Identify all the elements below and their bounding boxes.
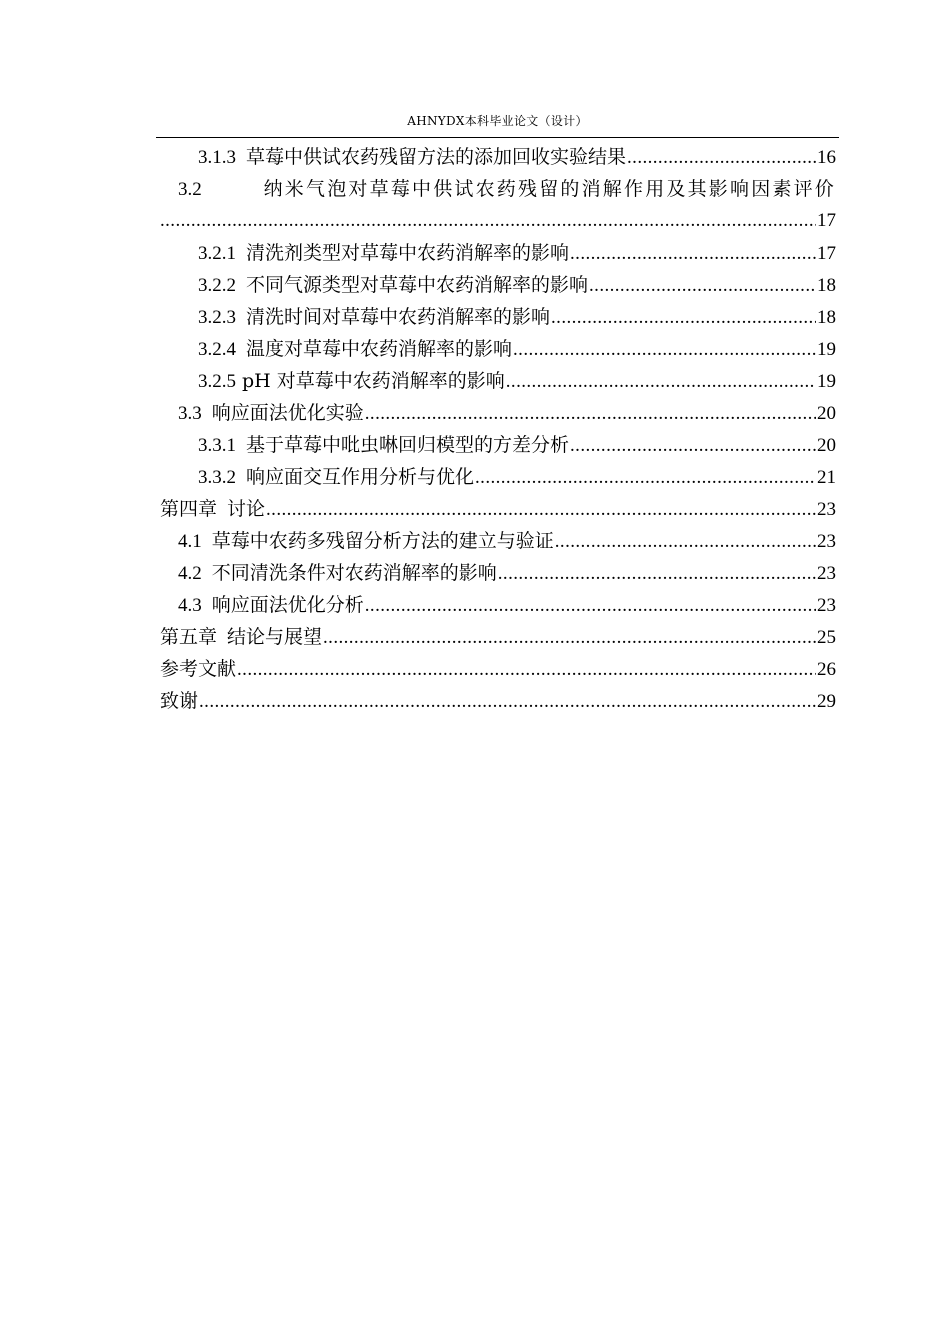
toc-entry-title: 草莓中供试农药残留方法的添加回收实验结果 bbox=[246, 146, 627, 168]
toc-entry-chapter[interactable] bbox=[160, 685, 836, 717]
toc-entry[interactable] bbox=[160, 365, 836, 397]
toc-entry[interactable] bbox=[160, 461, 836, 493]
dot-leader bbox=[237, 654, 816, 686]
toc-entry[interactable] bbox=[160, 429, 836, 461]
dot-leader bbox=[551, 302, 816, 334]
toc-entry-page: 23 bbox=[817, 531, 836, 552]
toc-entry[interactable] bbox=[160, 525, 836, 557]
toc-entry-number: 3.2 bbox=[178, 179, 202, 200]
toc-entry-page: 20 bbox=[817, 435, 836, 456]
toc-entry-title: 致谢 bbox=[160, 690, 199, 712]
toc-entry-number: 3.3.2 bbox=[198, 467, 236, 488]
table-of-contents bbox=[160, 141, 836, 717]
toc-entry-chapter[interactable] bbox=[160, 621, 836, 653]
toc-entry-title: 不同清洗条件对农药消解率的影响 bbox=[211, 562, 497, 584]
toc-entry-title: 清洗时间对草莓中农药消解率的影响 bbox=[246, 306, 551, 328]
dot-leader bbox=[323, 622, 816, 654]
toc-entry-page: 19 bbox=[817, 339, 836, 360]
dot-leader bbox=[475, 462, 816, 494]
toc-entry-page: 16 bbox=[817, 147, 836, 168]
dot-leader bbox=[160, 205, 816, 237]
toc-entry-number: 3.2.5 bbox=[198, 371, 236, 392]
toc-entry-continuation[interactable] bbox=[160, 205, 836, 237]
toc-entry-title: 响应面法优化分析 bbox=[211, 594, 364, 616]
toc-entry-number: 4.1 bbox=[178, 531, 202, 552]
toc-entry-page: 29 bbox=[817, 691, 836, 712]
toc-entry-number: 3.1.3 bbox=[198, 147, 236, 168]
toc-entry-title: 基于草莓中吡虫啉回归模型的方差分析 bbox=[246, 434, 570, 456]
toc-entry-page: 23 bbox=[817, 563, 836, 584]
toc-entry-chapter[interactable] bbox=[160, 493, 836, 525]
toc-entry-chapter[interactable] bbox=[160, 653, 836, 685]
toc-entry[interactable] bbox=[160, 301, 836, 333]
toc-entry-title: 参考文献 bbox=[160, 658, 237, 680]
toc-entry-title: 纳米气泡对草莓中供试农药残留的消解作用及其影响因素评价 bbox=[263, 178, 836, 200]
toc-entry-page: 18 bbox=[817, 307, 836, 328]
toc-entry-number: 3.3.1 bbox=[198, 435, 236, 456]
header-rule bbox=[156, 137, 839, 138]
toc-entry-page: 26 bbox=[817, 659, 836, 680]
toc-entry-title: 温度对草莓中农药消解率的影响 bbox=[246, 338, 513, 360]
dot-leader bbox=[506, 366, 816, 398]
toc-entry-number: 3.3 bbox=[178, 403, 202, 424]
toc-entry-title: 响应面法优化实验 bbox=[211, 402, 364, 424]
dot-leader bbox=[589, 270, 816, 302]
toc-entry-page: 20 bbox=[817, 403, 836, 424]
toc-entry[interactable] bbox=[160, 589, 836, 621]
dot-leader bbox=[266, 494, 816, 526]
toc-entry-number: 第四章 bbox=[160, 499, 218, 520]
dot-leader bbox=[199, 686, 816, 718]
toc-entry-number: 第五章 bbox=[160, 627, 218, 648]
toc-entry-number: 3.2.2 bbox=[198, 275, 236, 296]
toc-entry-page: 18 bbox=[817, 275, 836, 296]
running-header: AHNYDX本科毕业论文（设计） bbox=[407, 114, 588, 128]
dot-leader bbox=[570, 430, 816, 462]
toc-entry-title: 讨论 bbox=[227, 498, 266, 520]
toc-entry-page: 23 bbox=[817, 595, 836, 616]
toc-entry-number: 3.2.1 bbox=[198, 243, 236, 264]
dot-leader bbox=[627, 142, 816, 174]
toc-entry[interactable] bbox=[160, 237, 836, 269]
toc-entry[interactable] bbox=[160, 173, 836, 205]
toc-entry-title: 草莓中农药多残留分析方法的建立与验证 bbox=[211, 530, 554, 552]
dot-leader bbox=[365, 590, 816, 622]
toc-entry-title: pH 对草莓中农药消解率的影响 bbox=[242, 370, 505, 392]
toc-entry-title: 清洗剂类型对草莓中农药消解率的影响 bbox=[246, 242, 570, 264]
toc-entry[interactable] bbox=[160, 141, 836, 173]
toc-entry[interactable] bbox=[160, 557, 836, 589]
dot-leader bbox=[555, 526, 816, 558]
toc-entry-page: 19 bbox=[817, 371, 836, 392]
toc-entry-number: 3.2.4 bbox=[198, 339, 236, 360]
dot-leader bbox=[570, 238, 816, 270]
dot-leader bbox=[365, 398, 816, 430]
toc-entry-page: 21 bbox=[817, 467, 836, 488]
toc-entry-page: 17 bbox=[817, 243, 836, 264]
toc-entry[interactable] bbox=[160, 269, 836, 301]
toc-entry-number: 3.2.3 bbox=[198, 307, 236, 328]
toc-entry[interactable] bbox=[160, 397, 836, 429]
toc-entry-page: 23 bbox=[817, 499, 836, 520]
toc-entry-title: 响应面交互作用分析与优化 bbox=[246, 466, 475, 488]
toc-entry-title: 不同气源类型对草莓中农药消解率的影响 bbox=[246, 274, 589, 296]
toc-entry-number: 4.3 bbox=[178, 595, 202, 616]
toc-entry-page: 17 bbox=[817, 210, 836, 231]
toc-entry-title: 结论与展望 bbox=[227, 626, 323, 648]
toc-entry-page: 25 bbox=[817, 627, 836, 648]
dot-leader bbox=[513, 334, 816, 366]
toc-entry-number: 4.2 bbox=[178, 563, 202, 584]
toc-entry[interactable] bbox=[160, 333, 836, 365]
dot-leader bbox=[498, 558, 816, 590]
